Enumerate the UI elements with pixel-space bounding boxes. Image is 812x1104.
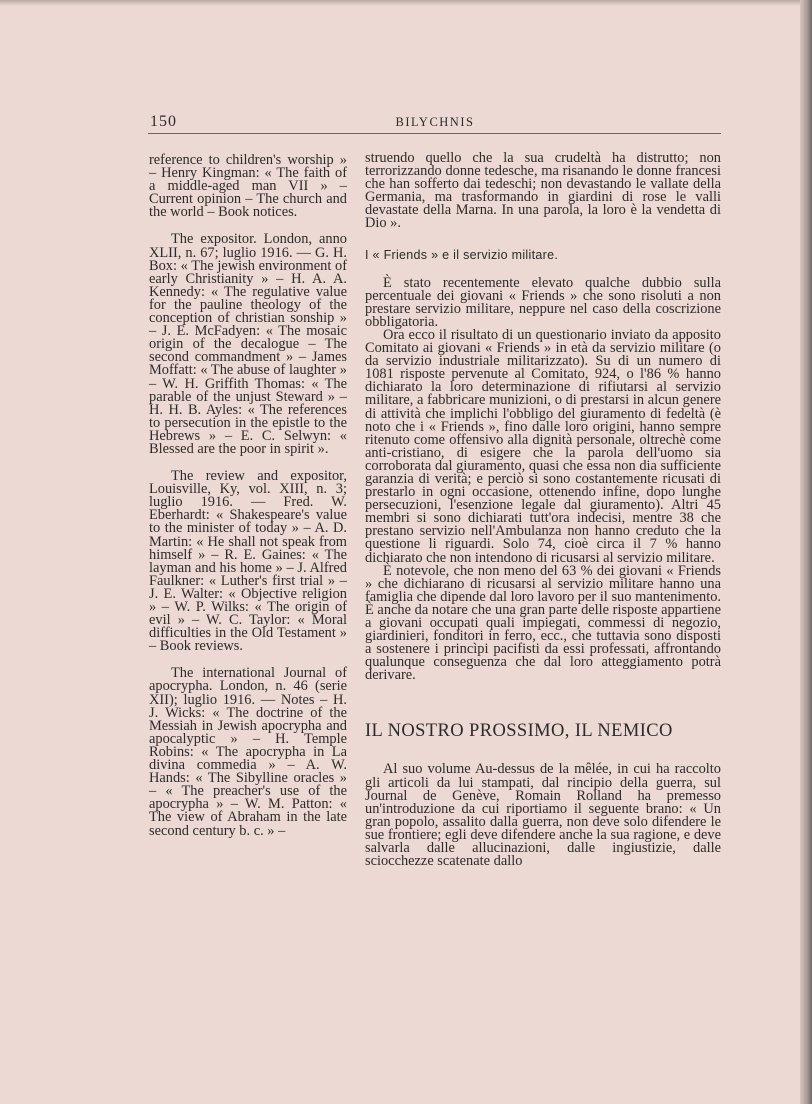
page-number: 150 bbox=[150, 113, 177, 130]
header-rule bbox=[148, 133, 721, 134]
left-column bbox=[149, 154, 347, 838]
right-paragraph-5: Al suo volume Au-dessus de la mêlée, in cui ha raccolto gli articoli da lui stampati, dal rincipio della guerra, sul Journal de Genève, Romain Rolland ha premesso un'introduzione da cui riportiamo il seguente brano: « Un gran popolo, assalito dalla guerra, non deve solo difendere le sue frontiere; egli deve difendere anche la sua ragione, e deve salvarla dalle allucinazioni, dalle ingiustizie, dalle sciocchezze scatenate dallo bbox=[365, 761, 721, 870]
left-paragraph-4: The international Journal of apocrypha. London, n. 46 (serie XII); luglio 1916. — Notes – H. J. Wicks: « The doctrine of the Messiah in Jewish apocrypha and apocalyptic » – H. Temple Robins: « The apocrypha in La divina commedia » – A. W. Hands: « The Sibylline oracles » – « The preacher's use of the apocrypha » – W. M. Patton: « The view of Abraham in the late second century b. c. » – bbox=[149, 665, 347, 839]
left-paragraph-1: reference to children's worship » – Henry Kingman: « The faith of a middle-aged man VII » – Current opinion – The church and the world – Book notices. bbox=[149, 152, 347, 221]
running-title: BILYCHNIS bbox=[395, 115, 475, 129]
right-paragraph-1: struendo quello che la sua crudeltà ha distrutto; non terrorizzando donne tedesche, ma risanando le donne francesi che han sofferto dai tedeschi; non devastando le vallate della Germania, ma trasformando in giardini di rose le valli devastate della Marna. In una parola, la loro è la vendetta di Dio ». bbox=[365, 150, 721, 232]
right-paragraph-2: È stato recentemente elevato qualche dubbio sulla percentuale dei giovani « Friends » che sono risoluti a non prestare servizio militare, neppure nel caso della coscrizione obbligatoria. bbox=[365, 274, 721, 330]
section-heading: I « Friends » e il servizio militare. bbox=[365, 247, 559, 262]
page-binding-edge bbox=[800, 0, 812, 1104]
right-column bbox=[365, 152, 721, 868]
right-paragraph-4: È notevole, che non meno del 63 % dei giovani « Friends » che dichiarano di ricusarsi al servizio militare hanno una famiglia che dipende dal loro lavoro per il suo mantenimento. È anche da notare che una gran parte delle risposte appartiene a giovani occupati quali impiegati, commessi di negozio, giardinieri, fonditori in ferro, ecc., che tuttavia sono disposti a sostenere i princìpi pacifisti da essi professati, affrontando qualunque conseguenza che dal loro atteggiamento potrà derivare. bbox=[365, 562, 721, 684]
right-paragraph-3: Ora ecco il risultato di un questionario inviato da apposito Comitato ai giovani « Friends » in età da servizio militare (o da servizio industriale militarizzato). Su di un numero di 1081 risposte pervenute al Comitato, 924, o l'86 % hanno dichiarato la loro determinazione di rifiutarsi al servizio militare, a fabbricare munizioni, o di prestarsi in alcun genere di attività che implichi l'obbligo del giuramento di fedeltà (è noto che i « Friends », fino dalle loro origini, hanno sempre ritenuto come offensivo alla dignità personale, oltrechè come anti-cristiano, di esigere che la parola dell'uomo sia corroborata dal giuramento, quasi che essa non dia sufficiente garanzia di verità; e perciò si sono costantemente ricusati di prestarlo in ogni occasione, ottenendo infine, dopo lunghe persecuzioni, l'esenzione legale dal giuramento). Altri 45 membri si sono dichiarati tutt'ora indecisi, mentre 38 che prestano servizio nell'Ambulanza non hanno creduto che la questione li riguardi. Solo 74, cioè circa il 7 % hanno dichiarato che non intendono di ricusarsi al servizio militare. bbox=[365, 326, 721, 566]
page-top-edge bbox=[0, 0, 812, 6]
article-title: IL NOSTRO PROSSIMO, IL NEMICO bbox=[365, 721, 673, 742]
left-paragraph-2: The expositor. London, anno XLII, n. 67; luglio 1916. — G. H. Box: « The jewish environment of early Christianity » – H. A. A. Kennedy: « The regulative value for the pauline theology of the conception of christian sonship » – J. E. McFadyen: « The mosaic origin of the decalogue – The second commandment » – James Moffatt: « The abuse of laughter » – W. H. Griffith Thomas: « The parable of the unjust Steward » – H. H. B. Ayles: « The references to persecution in the epistle to the Hebrews » – E. C. Selwyn: « Blessed are the poor in spirit ». bbox=[149, 231, 347, 457]
left-paragraph-3: The review and expositor, Louisville, Ky, vol. XIII, n. 3; luglio 1916. — Fred. W. Eberhardt: « Shakespeare's value to the minister of today » – A. D. Martin: « He shall not speak from himself » – R. E. Gaines: « The layman and his home » – J. Alfred Faulkner: « Luther's first trial » – J. E. Walter: « Objective religion » – W. P. Wilks: « The origin of evil » – W. C. Taylor: « Moral difficulties in the Old Testament » – Book reviews. bbox=[149, 468, 347, 655]
